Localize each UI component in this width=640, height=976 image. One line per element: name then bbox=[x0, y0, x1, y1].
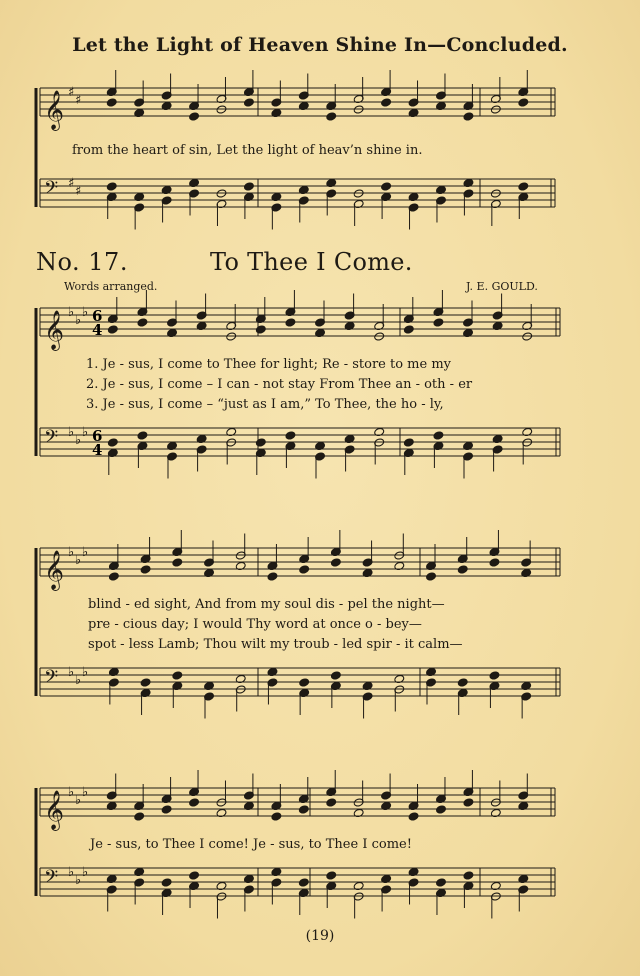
note-head bbox=[403, 438, 414, 447]
staff-1-treble bbox=[40, 70, 555, 131]
note-head bbox=[457, 678, 468, 687]
staff-4-bass bbox=[40, 865, 555, 919]
treble-clef-icon: 𝄞 bbox=[44, 90, 65, 130]
note-head bbox=[518, 182, 529, 191]
note-head bbox=[137, 431, 148, 440]
note-head bbox=[330, 671, 341, 680]
treble-clef-icon: 𝄞 bbox=[44, 550, 65, 590]
verse-2-line-2: pre - cious day; I would Thy word at once o - bey— bbox=[88, 617, 422, 632]
staff-3-treble bbox=[40, 530, 560, 591]
note-head bbox=[489, 558, 500, 567]
treble-clef-icon: 𝄞 bbox=[44, 790, 65, 830]
note-head bbox=[271, 812, 282, 821]
key-signature-icon: ♭ bbox=[75, 873, 82, 888]
note-head bbox=[172, 671, 183, 680]
note-head bbox=[463, 798, 474, 807]
note-head bbox=[285, 431, 296, 440]
note-head bbox=[457, 565, 468, 574]
note-head bbox=[381, 98, 392, 107]
note-head bbox=[463, 871, 474, 880]
note-head bbox=[298, 805, 309, 814]
verse-3-line-1: 3. Je - sus, I come – “just as I am,” To Thee, the ho - ly, bbox=[86, 397, 444, 412]
bass-clef-icon: 𝄢 bbox=[44, 178, 59, 203]
note-head bbox=[489, 671, 500, 680]
note-head bbox=[436, 805, 447, 814]
note-head bbox=[285, 318, 296, 327]
staff-3-bass bbox=[40, 665, 560, 719]
key-signature-icon: ♭ bbox=[75, 433, 82, 448]
note-head bbox=[161, 878, 172, 887]
note-head bbox=[134, 812, 145, 821]
verse-1-line-1: 1. Je - sus, I come to Thee for light; Re - store to me my bbox=[86, 357, 451, 372]
note-head bbox=[326, 871, 337, 880]
note-head bbox=[299, 678, 310, 687]
note-head bbox=[161, 805, 172, 814]
note-head bbox=[106, 98, 117, 107]
refrain-line: Je - sus, to Thee I come! Je - sus, to Thee I come! bbox=[90, 837, 412, 852]
note-head bbox=[433, 431, 444, 440]
key-signature-icon: ♭ bbox=[68, 785, 75, 800]
bass-clef-icon: 𝄢 bbox=[44, 867, 59, 892]
staff-1-bass bbox=[40, 176, 555, 230]
verse-3-line-2: spot - less Lamb; Thou wilt my troub - led spir - it calm— bbox=[88, 637, 463, 652]
note-head bbox=[107, 325, 118, 334]
key-signature-icon: ♭ bbox=[68, 425, 75, 440]
concluded-lyric-line: from the heart of sin, Let the light of heav’n shine in. bbox=[72, 143, 423, 158]
note-head bbox=[518, 98, 529, 107]
verse-2-line-1: 2. Je - sus, I come – I can - not stay From Thee an - oth - er bbox=[86, 377, 473, 392]
key-signature-icon: ♭ bbox=[82, 425, 89, 440]
key-signature-icon: ♯ bbox=[68, 176, 75, 191]
key-signature-icon: ♭ bbox=[82, 785, 89, 800]
note-head bbox=[326, 112, 337, 121]
key-signature-icon: ♭ bbox=[75, 673, 82, 688]
note-head bbox=[330, 558, 341, 567]
note-head bbox=[298, 878, 309, 887]
key-signature-icon: ♯ bbox=[75, 93, 82, 108]
key-signature-icon: ♯ bbox=[75, 184, 82, 199]
key-signature-icon: ♭ bbox=[82, 865, 89, 880]
bass-clef-icon: 𝄢 bbox=[44, 667, 59, 692]
note-head bbox=[243, 182, 254, 191]
note-head bbox=[326, 798, 337, 807]
bass-clef-icon: 𝄢 bbox=[44, 427, 59, 452]
page-number: (19) bbox=[305, 928, 335, 944]
note-head bbox=[243, 98, 254, 107]
note-head bbox=[137, 318, 148, 327]
time-signature-top: 6 bbox=[92, 307, 103, 325]
key-signature-icon: ♭ bbox=[75, 553, 82, 568]
note-head bbox=[403, 325, 414, 334]
staff-4-treble bbox=[40, 770, 555, 831]
music-credit: J. E. GOULD. bbox=[466, 280, 538, 293]
time-signature-top: 6 bbox=[92, 427, 103, 445]
note-head bbox=[107, 438, 118, 447]
note-head bbox=[189, 798, 200, 807]
key-signature-icon: ♭ bbox=[68, 665, 75, 680]
key-signature-icon: ♭ bbox=[82, 545, 89, 560]
note-head bbox=[108, 572, 119, 581]
time-signature-bottom: 4 bbox=[92, 321, 103, 339]
note-head bbox=[433, 318, 444, 327]
note-head bbox=[140, 678, 151, 687]
note-head bbox=[189, 112, 200, 121]
key-signature-icon: ♭ bbox=[68, 865, 75, 880]
note-head bbox=[436, 878, 447, 887]
key-signature-icon: ♭ bbox=[82, 665, 89, 680]
key-signature-icon: ♯ bbox=[68, 85, 75, 100]
key-signature-icon: ♭ bbox=[75, 793, 82, 808]
staff-2-treble bbox=[40, 290, 560, 351]
concluded-title: Let the Light of Heaven Shine In—Concluded. bbox=[72, 34, 568, 56]
verse-1-line-2: blind - ed sight, And from my soul dis - pel the night— bbox=[88, 597, 445, 612]
key-signature-icon: ♭ bbox=[68, 305, 75, 320]
note-head bbox=[267, 572, 278, 581]
note-head bbox=[299, 565, 310, 574]
note-head bbox=[426, 572, 437, 581]
time-signature-bottom: 4 bbox=[92, 441, 103, 459]
note-head bbox=[255, 438, 266, 447]
treble-clef-icon: 𝄞 bbox=[44, 310, 65, 350]
note-head bbox=[463, 112, 474, 121]
hymn-title: To Thee I Come. bbox=[210, 248, 413, 276]
note-head bbox=[381, 182, 392, 191]
hymn-number: No. 17. bbox=[36, 248, 128, 276]
key-signature-icon: ♭ bbox=[68, 545, 75, 560]
note-head bbox=[189, 871, 200, 880]
note-head bbox=[106, 182, 117, 191]
note-head bbox=[172, 558, 183, 567]
note-head bbox=[255, 325, 266, 334]
staff-2-bass bbox=[40, 425, 560, 479]
key-signature-icon: ♭ bbox=[75, 313, 82, 328]
key-signature-icon: ♭ bbox=[82, 305, 89, 320]
note-head bbox=[140, 565, 151, 574]
note-head bbox=[408, 812, 419, 821]
words-credit: Words arranged. bbox=[64, 280, 158, 293]
